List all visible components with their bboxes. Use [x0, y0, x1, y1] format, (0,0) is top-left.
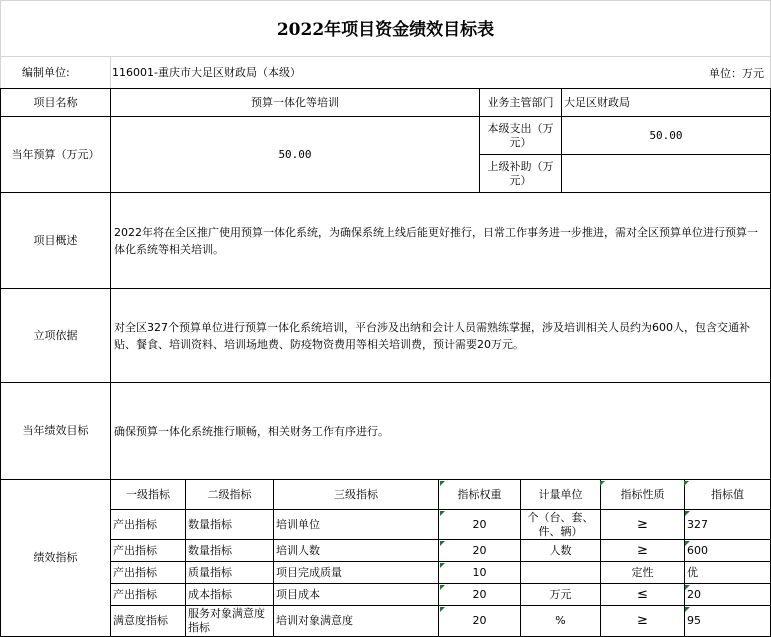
- unit-cell: [521, 562, 600, 583]
- level3-cell: 项目完成质量: [276, 565, 342, 579]
- level3-cell: 项目成本: [276, 587, 320, 601]
- weight-cell: 20: [472, 543, 487, 557]
- level2-cell: 成本指标: [188, 587, 232, 601]
- cell-marker-icon: [440, 511, 445, 516]
- basis-text: 对全区327个预算单位进行预算一体化系统培训，平台涉及出纳和会计人员需熟练掌握，涉及培训相关人员约为600人，包含交通补贴、餐食、培训资料、培训场地费、防疫物资费用等相关培训费，预计需要20万元。: [114, 320, 750, 351]
- level1-cell: 产出指标: [113, 543, 157, 557]
- cell-marker-icon: [440, 585, 445, 590]
- value-cell: 20: [687, 587, 701, 601]
- level1-cell: 产出指标: [113, 587, 157, 601]
- level2-cell: 数量指标: [188, 517, 232, 531]
- weight-cell: 20: [472, 614, 487, 627]
- header-level3: 三级指标: [334, 487, 378, 501]
- basis-label: 立项依据: [33, 328, 78, 342]
- unit-cell: 万元: [549, 587, 572, 601]
- cell-marker-icon: [440, 481, 445, 486]
- dept-label: 业务主管部门: [487, 95, 554, 109]
- level1-cell: 产出指标: [113, 517, 157, 531]
- value-cell: 95: [687, 614, 701, 627]
- unit-value: 116001-重庆市大足区财政局（本级）: [112, 66, 301, 79]
- goal-text: 确保预算一体化系统推行顺畅，相关财务工作有序进行。: [114, 424, 389, 438]
- level3-cell: 培训单位: [276, 517, 320, 531]
- cell-marker-icon: [440, 563, 445, 568]
- cell-marker-icon: [440, 541, 445, 546]
- cell-marker-icon: [685, 541, 690, 546]
- level2-cell: 质量指标: [188, 565, 232, 579]
- header-unit: 计量单位: [538, 487, 583, 501]
- weight-cell: 20: [472, 587, 487, 601]
- page-title: 2022年项目资金绩效目标表: [276, 20, 495, 40]
- level3-cell: 培训对象满意度: [276, 614, 353, 627]
- header-nature: 指标性质: [620, 487, 665, 501]
- nature-cell: ≥: [637, 613, 648, 628]
- level1-cell: 满意度指标: [113, 614, 168, 627]
- value-cell: 优: [687, 565, 698, 579]
- cell-marker-icon: [685, 511, 690, 516]
- weight-cell: 20: [472, 517, 487, 531]
- cell-marker-icon: [685, 585, 690, 590]
- cell-marker-icon: [600, 481, 605, 486]
- weight-cell: 10: [472, 565, 487, 579]
- project-name-value: 预算一体化等培训: [251, 95, 339, 109]
- unit-cell: %: [555, 614, 566, 627]
- cell-marker-icon: [684, 481, 689, 486]
- level3-cell: 培训人数: [276, 543, 320, 557]
- currency-unit: 单位：万元: [709, 67, 764, 80]
- overview-label: 项目概述: [33, 233, 78, 247]
- local-expense-label: 本级支出（万元）: [487, 121, 554, 149]
- header-level2: 二级指标: [207, 487, 252, 501]
- nature-cell: ≥: [637, 516, 648, 532]
- value-cell: 327: [687, 517, 708, 531]
- goal-label: 当年绩效目标: [22, 424, 89, 437]
- budget-label: 当年预算（万元）: [11, 147, 100, 161]
- unit-cell: 人数: [549, 543, 572, 557]
- project-name-label: 项目名称: [33, 95, 78, 109]
- value-cell: 600: [687, 543, 708, 557]
- budget-value: 50.00: [278, 147, 312, 161]
- cell-marker-icon: [685, 607, 690, 612]
- nature-cell: ≤: [637, 586, 648, 602]
- unit-cell: 个（台、套、件、辆）: [527, 510, 594, 538]
- unit-label: 编制单位:: [22, 66, 70, 79]
- nature-cell: 定性: [631, 565, 654, 579]
- header-level1: 一级指标: [126, 487, 170, 501]
- local-expense-value: 50.00: [649, 128, 683, 142]
- level2-cell: 服务对象满意度指标: [188, 607, 265, 634]
- indicators-label: 绩效指标: [33, 551, 78, 564]
- nature-cell: ≥: [637, 542, 648, 558]
- cell-marker-icon: [440, 607, 445, 612]
- subsidy-value: [562, 155, 770, 192]
- overview-text: 2022年将在全区推广使用预算一体化系统，为确保系统上线后能更好推行，日常工作事务进一步推进，需对全区预算单位进行预算一体化系统等相关培训。: [114, 225, 758, 256]
- dept-value: 大足区财政局: [564, 95, 630, 109]
- level2-cell: 数量指标: [188, 543, 232, 557]
- header-value: 指标值: [711, 487, 744, 501]
- header-weight: 指标权重: [457, 487, 502, 501]
- level1-cell: 产出指标: [113, 565, 157, 579]
- subsidy-label: 上级补助（万元）: [487, 159, 554, 187]
